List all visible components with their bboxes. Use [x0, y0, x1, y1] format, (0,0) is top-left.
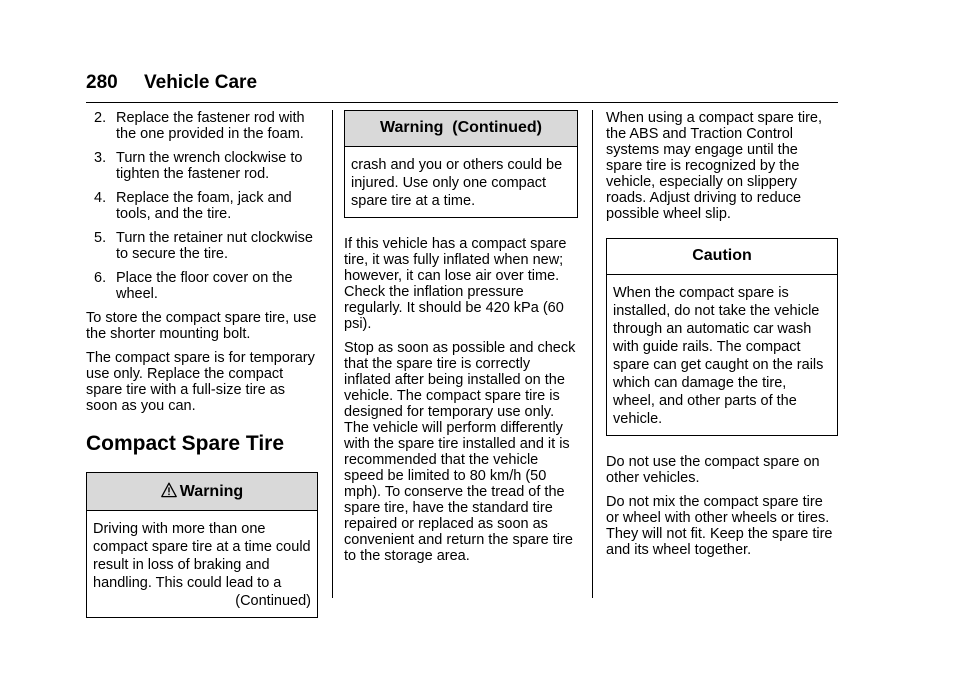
paragraph: When using a compact spare tire, the ABS and Traction Control systems may engage until the spare tire is recognized by the vehicle, especially on slippery roads. Adjust driving to reduce possible wheel slip.	[606, 110, 822, 222]
warning-continued-box	[344, 110, 578, 218]
step-number: 2.	[94, 110, 107, 126]
list-item	[86, 230, 318, 262]
column-left	[86, 110, 318, 636]
step-number: 5.	[94, 230, 107, 246]
column-right	[606, 110, 838, 566]
list-item	[86, 110, 318, 142]
paragraph: Do not use the compact spare on other vehicles.	[606, 454, 820, 486]
step-number: 6.	[94, 270, 107, 286]
paragraph: The compact spare is for temporary use only. Replace the compact spare tire with a full-size tire as soon as you can.	[86, 350, 315, 414]
warning-text: Driving with more than one compact spare tire at a time could result in loss of braking and handling. This could lead to a	[93, 521, 311, 591]
caution-title: Caution	[607, 239, 837, 275]
section-title: Vehicle Care	[144, 72, 258, 93]
section-heading: Compact Spare Tire	[86, 432, 285, 455]
paragraph: Stop as soon as possible and check that the spare tire is correctly inflated after being installed on the vehicle. The compact spare tire is designed for temporary use only. The vehicle will perform differently with the spare tire installed and it is recommended that the vehicle speed be limited to 80 km/h (50 mph). To conserve the tread of the spare tire, have the standard tire repaired or replaced as soon as convenient and return the spare tire to the storage area.	[344, 340, 576, 564]
step-text: Turn the retainer nut clockwise to secure the tire.	[116, 230, 313, 262]
step-list	[86, 110, 318, 302]
paragraph: Do not mix the compact spare tire or wheel with other wheels or tires. They will not fit. Keep the spare tire and its wheel together.	[606, 494, 833, 558]
continued-label: (Continued)	[235, 593, 311, 609]
page-header	[86, 72, 838, 103]
step-number: 4.	[94, 190, 107, 206]
list-item	[86, 270, 318, 302]
column-divider-right	[592, 110, 593, 598]
step-text: Place the floor cover on the wheel.	[116, 270, 293, 302]
step-text: Turn the wrench clockwise to tighten the fastener rod.	[116, 150, 303, 182]
warning-continued-title: Warning (Continued)	[345, 111, 577, 147]
warning-box	[86, 472, 318, 618]
caution-box	[606, 238, 838, 436]
step-text: Replace the foam, jack and tools, and the tire.	[116, 190, 292, 222]
caution-body: When the compact spare is installed, do not take the vehicle through an automatic car wash with guide rails. The compact spare can get caught on the rails which can damage the tire, wheel, and other parts of the vehicle.	[613, 285, 824, 427]
step-text: Replace the fastener rod with the one provided in the foam.	[116, 110, 305, 142]
column-middle	[344, 110, 578, 572]
page-number: 280	[86, 72, 118, 93]
list-item	[86, 190, 318, 222]
step-number: 3.	[94, 150, 107, 166]
paragraph: To store the compact spare tire, use the shorter mounting bolt.	[86, 310, 317, 342]
list-item	[86, 150, 318, 182]
warning-continued-body: crash and you or others could be injured. Use only one compact spare tire at a time.	[351, 157, 563, 209]
warning-title-text: Warning	[179, 483, 244, 500]
warning-title	[87, 473, 317, 511]
warning-triangle-icon	[161, 482, 177, 498]
paragraph: If this vehicle has a compact spare tire, it was fully inflated when new; however, it can lose air over time. Check the inflation pressure regularly. It should be 420 kPa (60 psi).	[344, 236, 567, 332]
warning-body	[87, 511, 317, 617]
column-divider-left	[332, 110, 333, 598]
